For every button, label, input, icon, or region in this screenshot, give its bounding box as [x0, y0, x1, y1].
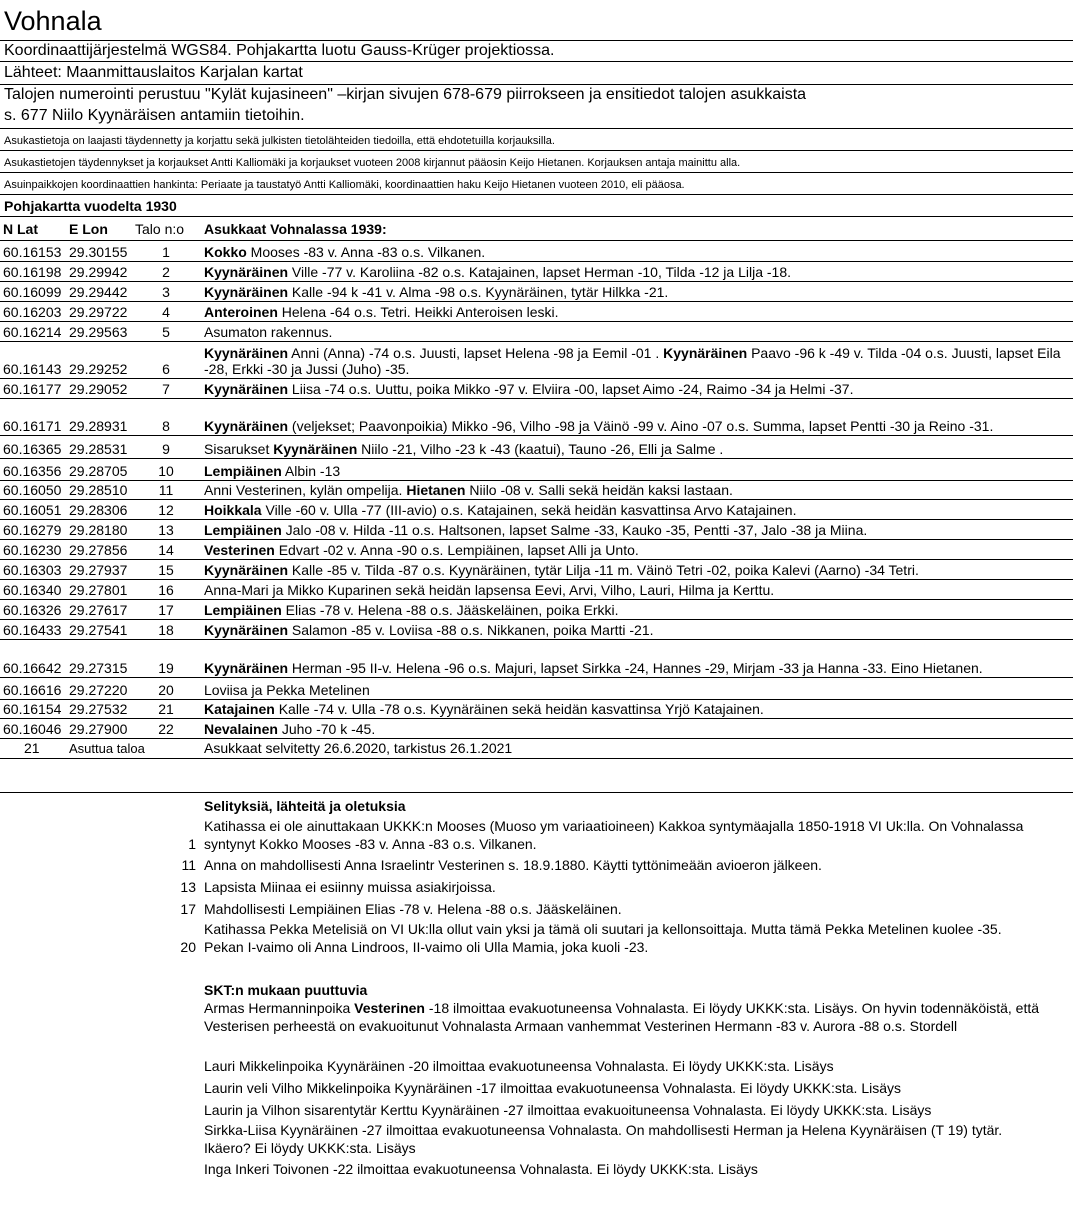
lon-cell: 29.29563: [69, 324, 128, 340]
note-text: Katihassa Pekka Metelisiä on VI Uk:lla ollut vain yksi ja tämä oli suutari ja kellonsoittaja. Mutta tämä Pekka Metelinen kuolee -35. Pekan I-vaimo oli Anna Lindroos, II-vaimo oli Ulla Mamia, joka kuoli -23.: [204, 921, 1002, 955]
table-row: [0, 619, 1073, 640]
family-name: Nevalainen: [204, 721, 278, 737]
summary-note: Asukkaat selvitetty 26.6.2020, tarkistus 26.1.2021: [204, 740, 513, 756]
header-residents: Asukkaat Vohnalassa 1939:: [204, 221, 387, 237]
family-name: Hietanen: [406, 482, 466, 498]
house-no-cell: 16: [158, 582, 174, 598]
family-name: Kyynäräinen: [204, 418, 289, 434]
table-row: [0, 435, 1073, 459]
residents-text: Ville -77 v. Karoliina -82 o.s. Katajainen, lapset Herman -10, Tilda -12 ja Lilja -18.: [288, 264, 792, 280]
lat-cell: 60.16214: [3, 324, 62, 340]
table-row: [0, 321, 1073, 342]
missing-text: -18 ilmoittaa evakuotuneensa Vohnalasta. Ei löydy UKKK:sta. Lisäys. On hyvin todennäköistä, että Vesterisen perheestä on evakuoitunut Vohnalasta Armaan vanhemmat Vesterinen Hermann -83 v. Aurora -88 o.s. Stordell: [204, 1000, 1040, 1034]
header-lon: E Lon: [69, 221, 108, 237]
table-row: [0, 341, 1073, 379]
missing-text: Inga Inkeri Toivonen -22 ilmoittaa evakuotuneensa Vohnalasta. Ei löydy UKKK:sta. Lisäys: [204, 1161, 758, 1177]
family-name: Anteroinen: [204, 304, 278, 320]
family-name: Lempiäinen: [204, 522, 282, 538]
lat-cell: 60.16433: [3, 622, 62, 638]
family-name: Vesterinen: [204, 542, 275, 558]
residents-text: Jalo -08 v. Hilda -11 o.s. Haltsonen, lapset Salme -33, Kauko -35, Pentti -37, Jalo -38 ja Miina.: [281, 522, 868, 538]
table-row: [0, 281, 1073, 302]
table-row: [0, 479, 1073, 500]
lat-cell: 60.16326: [3, 602, 62, 618]
residents-cell: [204, 522, 1064, 538]
residents-text: Kalle -94 k -41 v. Alma -98 o.s. Kyynäräinen, tytär Hilkka -21.: [288, 284, 669, 300]
family-name: Vesterinen: [354, 1000, 425, 1016]
missing-text: Lauri Mikkelinpoika Kyynäräinen -20 ilmoittaa evakuotuneensa Vohnalasta. Ei löydy UKKK:sta. Lisäys: [204, 1058, 834, 1074]
residents-text: Kalle -85 v. Tilda -87 o.s. Kyynäräinen, tytär Lilja -11 m. Väinö Tetri -02, poika Kalevi (Aarno) -34 Tetri.: [288, 562, 919, 578]
house-no-cell: 17: [158, 602, 174, 618]
divider: [0, 792, 1073, 793]
lon-cell: 29.27541: [69, 622, 128, 638]
residents-text: Niilo -21, Vilho -23 k -43 (kaatui), Tauno -26, Elli ja Salme .: [357, 441, 724, 457]
table-row: [0, 539, 1073, 560]
residents-text: Edvart -02 v. Anna -90 o.s. Lempiäinen, lapset Alli ja Unto.: [274, 542, 639, 558]
table-row: [0, 599, 1073, 620]
sources-line: Lähteet: Maanmittauslaitos Karjalan kartat: [4, 64, 303, 81]
missing-prefix: Armas Hermanninpoika: [204, 1000, 355, 1016]
residents-text: Juho -70 k -45.: [277, 721, 376, 737]
family-name: Kyynäräinen: [204, 562, 289, 578]
lon-cell: 29.28705: [69, 463, 128, 479]
residents-cell: [204, 701, 1064, 717]
family-name: Kokko: [204, 244, 247, 260]
missing-entry: [204, 1160, 1044, 1178]
divider: [0, 194, 1073, 195]
house-no-cell: 7: [162, 381, 170, 397]
table-row: [0, 639, 1073, 678]
residents-text: Kalle -74 v. Ulla -78 o.s. Kyynäräinen sekä heidän kasvattinsa Yrjö Katajainen.: [274, 701, 764, 717]
residents-cell: [204, 482, 1064, 498]
residents-cell: [204, 284, 1064, 300]
missing-entry: [204, 1079, 1044, 1097]
family-name: Kyynäräinen: [273, 441, 358, 457]
house-no-cell: 12: [158, 502, 174, 518]
residents-cell: [204, 602, 1064, 618]
coordinate-system-line: Koordinaattijärjestelmä WGS84. Pohjakartta luotu Gauss-Krüger projektiossa.: [4, 42, 555, 59]
house-no-cell: 2: [162, 264, 170, 280]
table-row: [0, 499, 1073, 520]
lat-cell: 60.16177: [3, 381, 62, 397]
summary-row: [0, 738, 1073, 759]
family-name: Kyynäräinen: [204, 264, 289, 280]
residents-cell: [204, 682, 1064, 698]
table-row: [0, 698, 1073, 719]
lat-cell: 60.16099: [3, 284, 62, 300]
lat-cell: 60.16050: [3, 482, 62, 498]
missing-text: Laurin ja Vilhon sisarentytär Kerttu Kyynäräinen -27 ilmoittaa evakuoituneensa Vohnalasta. Ei löydy UKKK:sta. Lisäys: [204, 1102, 932, 1118]
house-no-cell: 11: [158, 482, 174, 498]
lon-cell: 29.27937: [69, 562, 128, 578]
family-name: Kyynäräinen: [204, 381, 289, 397]
lon-cell: 29.27315: [69, 660, 128, 676]
table-row: [0, 519, 1073, 540]
header-lat: N Lat: [3, 221, 38, 237]
lat-cell: 60.16198: [3, 264, 62, 280]
note-text: Mahdollisesti Lempiäinen Elias -78 v. Helena -88 o.s. Jääskeläinen.: [204, 901, 622, 917]
family-name: Lempiäinen: [204, 602, 282, 618]
table-row: [0, 718, 1073, 739]
lat-cell: 60.16051: [3, 502, 62, 518]
numbering-line: Talojen numerointi perustuu "Kylät kujasineen" –kirjan sivujen 678-679 piirrokseen ja ensitiedot talojen asukkaista: [4, 86, 807, 103]
lon-cell: 29.28510: [69, 482, 128, 498]
residents-text: Niilo -08 v. Salli sekä heidän kaksi lastaan.: [465, 482, 733, 498]
lon-cell: 29.29722: [69, 304, 128, 320]
residents-text: Liisa -74 o.s. Uuttu, poika Mikko -97 v. Elviira -00, lapset Aimo -24, Raimo -34 ja Helmi -37.: [288, 381, 854, 397]
lat-cell: 60.16143: [3, 361, 62, 377]
lon-cell: 29.29252: [69, 361, 128, 377]
family-name: Katajainen: [204, 701, 275, 717]
lon-cell: 29.27856: [69, 542, 128, 558]
table-row: [0, 579, 1073, 600]
table-row: [0, 241, 1073, 262]
residents-cell: [204, 502, 1064, 518]
family-name: Lempiäinen: [204, 463, 282, 479]
table-row: [0, 378, 1073, 399]
residents-text: Anni (Anna) -74 o.s. Juusti, lapset Helena -98 ja Eemil -01 .: [288, 345, 664, 361]
lat-cell: 60.16279: [3, 522, 62, 538]
residents-text: Salamon -85 v. Loviisa -88 o.s. Nikkanen, poika Martti -21.: [288, 622, 654, 638]
lat-cell: 60.16171: [3, 418, 62, 434]
divider: [0, 150, 1073, 151]
table-row: [0, 559, 1073, 580]
lon-cell: 29.27617: [69, 602, 128, 618]
numbering-line-2: s. 677 Niilo Kyynäräisen antamiin tietoihin.: [4, 107, 305, 124]
residents-prefix: Sisarukset: [204, 441, 274, 457]
table-header: [0, 218, 1073, 240]
residents-text: Mooses -83 v. Anna -83 o.s. Vilkanen.: [246, 244, 486, 260]
house-no-cell: 4: [162, 304, 170, 320]
residents-text: Ville -60 v. Ulla -77 (III-avio) o.s. Katajainen, sekä heidän kasvattinsa Arvo Katajainen.: [261, 502, 797, 518]
residents-prefix: Anni Vesterinen, kylän ompelija.: [204, 482, 407, 498]
missing-entry: [204, 1101, 1044, 1119]
missing-heading: SKT:n mukaan puuttuvia: [204, 982, 368, 998]
missing-text: Laurin veli Vilho Mikkelinpoika Kyynäräinen -17 ilmoittaa evakuotuneensa Vohnalasta. Ei löydy UKKK:sta. Lisäys: [204, 1080, 902, 1096]
residents-text: Elias -78 v. Helena -88 o.s. Jääskeläinen, poika Erkki.: [281, 602, 619, 618]
house-no-cell: 3: [162, 284, 170, 300]
family-name: Kyynäräinen: [204, 622, 289, 638]
summary-count: 21: [24, 740, 40, 756]
lat-cell: 60.16642: [3, 660, 62, 676]
note-number: 17: [180, 901, 196, 917]
note-number: 11: [181, 857, 196, 873]
house-no-cell: 15: [158, 562, 174, 578]
note-text: Lapsista Miinaa ei esiinny muissa asiakirjoissa.: [204, 879, 496, 895]
lon-cell: 29.28180: [69, 522, 128, 538]
note-number: 13: [180, 879, 196, 895]
divider: [0, 216, 1073, 217]
lat-cell: 60.16616: [3, 682, 62, 698]
house-no-cell: 22: [158, 721, 174, 737]
summary-label: Asuttua taloa: [69, 741, 145, 756]
residents-cell: [204, 441, 1064, 457]
residents-text: Anna-Mari ja Mikko Kuparinen sekä heidän lapsensa Eevi, Arvi, Vilho, Lauri, Hilma ja Kerttu.: [204, 582, 775, 598]
residents-cell: [204, 582, 1064, 598]
lat-cell: 60.16340: [3, 582, 62, 598]
house-no-cell: 19: [158, 660, 174, 676]
lon-cell: 29.28931: [69, 418, 128, 434]
info-line: Asukastietojen täydennykset ja korjaukset Antti Kalliomäki ja korjaukset vuoteen 2008 kirjannut pääosin Keijo Hietanen. Korjauksen antaja mainittu alla.: [4, 157, 741, 169]
info-line: Asuinpaikkojen koordinaattien hankinta: Periaate ja taustatyö Antti Kalliomäki, koordinaattien haku Keijo Hietanen vuoteen 2010, eli pääosa.: [4, 179, 685, 191]
lon-cell: 29.27532: [69, 701, 128, 717]
residents-cell: [204, 345, 1064, 377]
residents-cell: [204, 381, 1064, 397]
lon-cell: 29.27220: [69, 682, 128, 698]
family-name: Kyynäräinen: [663, 345, 748, 361]
residents-text: Asumaton rakennus.: [204, 324, 333, 340]
family-name: Kyynäräinen: [204, 284, 289, 300]
residents-text: Loviisa ja Pekka Metelinen: [204, 682, 370, 698]
residents-text: Herman -95 II-v. Helena -96 o.s. Majuri, lapset Sirkka -24, Hannes -29, Mirjam -33 ja Hanna -33. Eino Hietanen.: [288, 660, 983, 676]
house-no-cell: 10: [158, 463, 174, 479]
missing-entry: [204, 1057, 1044, 1075]
missing-text: Sirkka-Liisa Kyynäräinen -27 ilmoittaa evakuotuneensa Vohnalasta. On mahdollisesti Herman ja Helena Kyynäräisen (T 19) tytär. Ikäero? Ei löydy UKKK:sta. Lisäys: [204, 1122, 1003, 1156]
house-no-cell: 8: [162, 418, 170, 434]
house-no-cell: 18: [158, 622, 174, 638]
divider: [0, 172, 1073, 173]
lat-cell: 60.16365: [3, 441, 62, 457]
basemap-label: Pohjakartta vuodelta 1930: [4, 198, 177, 214]
residents-cell: [204, 264, 1064, 280]
residents-cell: [204, 622, 1064, 638]
lon-cell: 29.28306: [69, 502, 128, 518]
table-row: [0, 398, 1073, 436]
family-name: Kyynäräinen: [204, 345, 289, 361]
notes-heading: Selityksiä, lähteitä ja oletuksia: [204, 798, 406, 814]
table-row: [0, 677, 1073, 700]
residents-cell: [204, 304, 1064, 320]
house-no-cell: 20: [158, 682, 174, 698]
page-title: Vohnala: [4, 6, 102, 36]
residents-text: Paavo -96 k -49 v. Tilda -04 o.s. Juusti, lapset Eila -28, Erkki -30 ja Jussi (Juho) -35.: [204, 345, 1061, 377]
house-no-cell: 5: [162, 324, 170, 340]
lon-cell: 29.28531: [69, 441, 128, 457]
missing-entry: [204, 1121, 1044, 1157]
lon-cell: 29.27900: [69, 721, 128, 737]
lat-cell: 60.16154: [3, 701, 62, 717]
residents-cell: [204, 244, 1064, 260]
house-no-cell: 14: [158, 542, 174, 558]
family-name: Kyynäräinen: [204, 660, 289, 676]
residents-cell: [204, 324, 1064, 340]
info-line: Asukastietoja on laajasti täydennetty ja korjattu sekä julkisten tietolähteiden tiedoilla, että ehdotetuilla korjauksilla.: [4, 135, 555, 147]
house-no-cell: 1: [162, 244, 170, 260]
table-row: [0, 458, 1073, 481]
lon-cell: 29.27801: [69, 582, 128, 598]
lon-cell: 29.29052: [69, 381, 128, 397]
lat-cell: 60.16203: [3, 304, 62, 320]
lat-cell: 60.16153: [3, 244, 62, 260]
missing-entry: [204, 999, 1044, 1035]
residents-text: Helena -64 o.s. Tetri. Heikki Anteroisen leski.: [277, 304, 559, 320]
lon-cell: 29.29942: [69, 264, 128, 280]
house-no-cell: 13: [158, 522, 174, 538]
residents-text: Albin -13: [281, 463, 341, 479]
house-no-cell: 21: [158, 701, 174, 717]
family-name: Hoikkala: [204, 502, 262, 518]
note-text: Anna on mahdollisesti Anna Israelintr Vesterinen s. 18.9.1880. Käytti tyttönimeään avioeron jälkeen.: [204, 857, 822, 873]
note-number: 20: [180, 939, 196, 955]
table-row: [0, 301, 1073, 322]
divider: [0, 128, 1073, 129]
lat-cell: 60.16303: [3, 562, 62, 578]
residents-cell: [204, 660, 1064, 676]
residents-cell: [204, 418, 1064, 434]
lon-cell: 29.30155: [69, 244, 128, 260]
lat-cell: 60.16230: [3, 542, 62, 558]
residents-cell: [204, 463, 1064, 479]
note-text: Katihassa ei ole ainuttakaan UKKK:n Mooses (Muoso ym variaatioineen) Kakkoa syntymäajalla 1850-1918 VI Uk:lla. On Vohnalassa syntynyt Kokko Mooses -83 v. Anna -83 o.s. Vilkanen.: [204, 818, 1024, 852]
table-row: [0, 261, 1073, 282]
house-no-cell: 9: [162, 441, 170, 457]
divider: [0, 61, 1073, 62]
residents-text: (veljekset; Paavonpoikia) Mikko -96, Vilho -98 ja Väinö -99 v. Aino -07 o.s. Summa, lapset Pentti -30 ja Reino -31.: [288, 418, 994, 434]
house-no-cell: 6: [162, 361, 170, 377]
lat-cell: 60.16356: [3, 463, 62, 479]
residents-cell: [204, 542, 1064, 558]
note-number: 1: [188, 836, 196, 852]
lon-cell: 29.29442: [69, 284, 128, 300]
lat-cell: 60.16046: [3, 721, 62, 737]
residents-cell: [204, 721, 1064, 737]
header-house-no: Talo n:o: [135, 221, 185, 237]
residents-cell: [204, 562, 1064, 578]
